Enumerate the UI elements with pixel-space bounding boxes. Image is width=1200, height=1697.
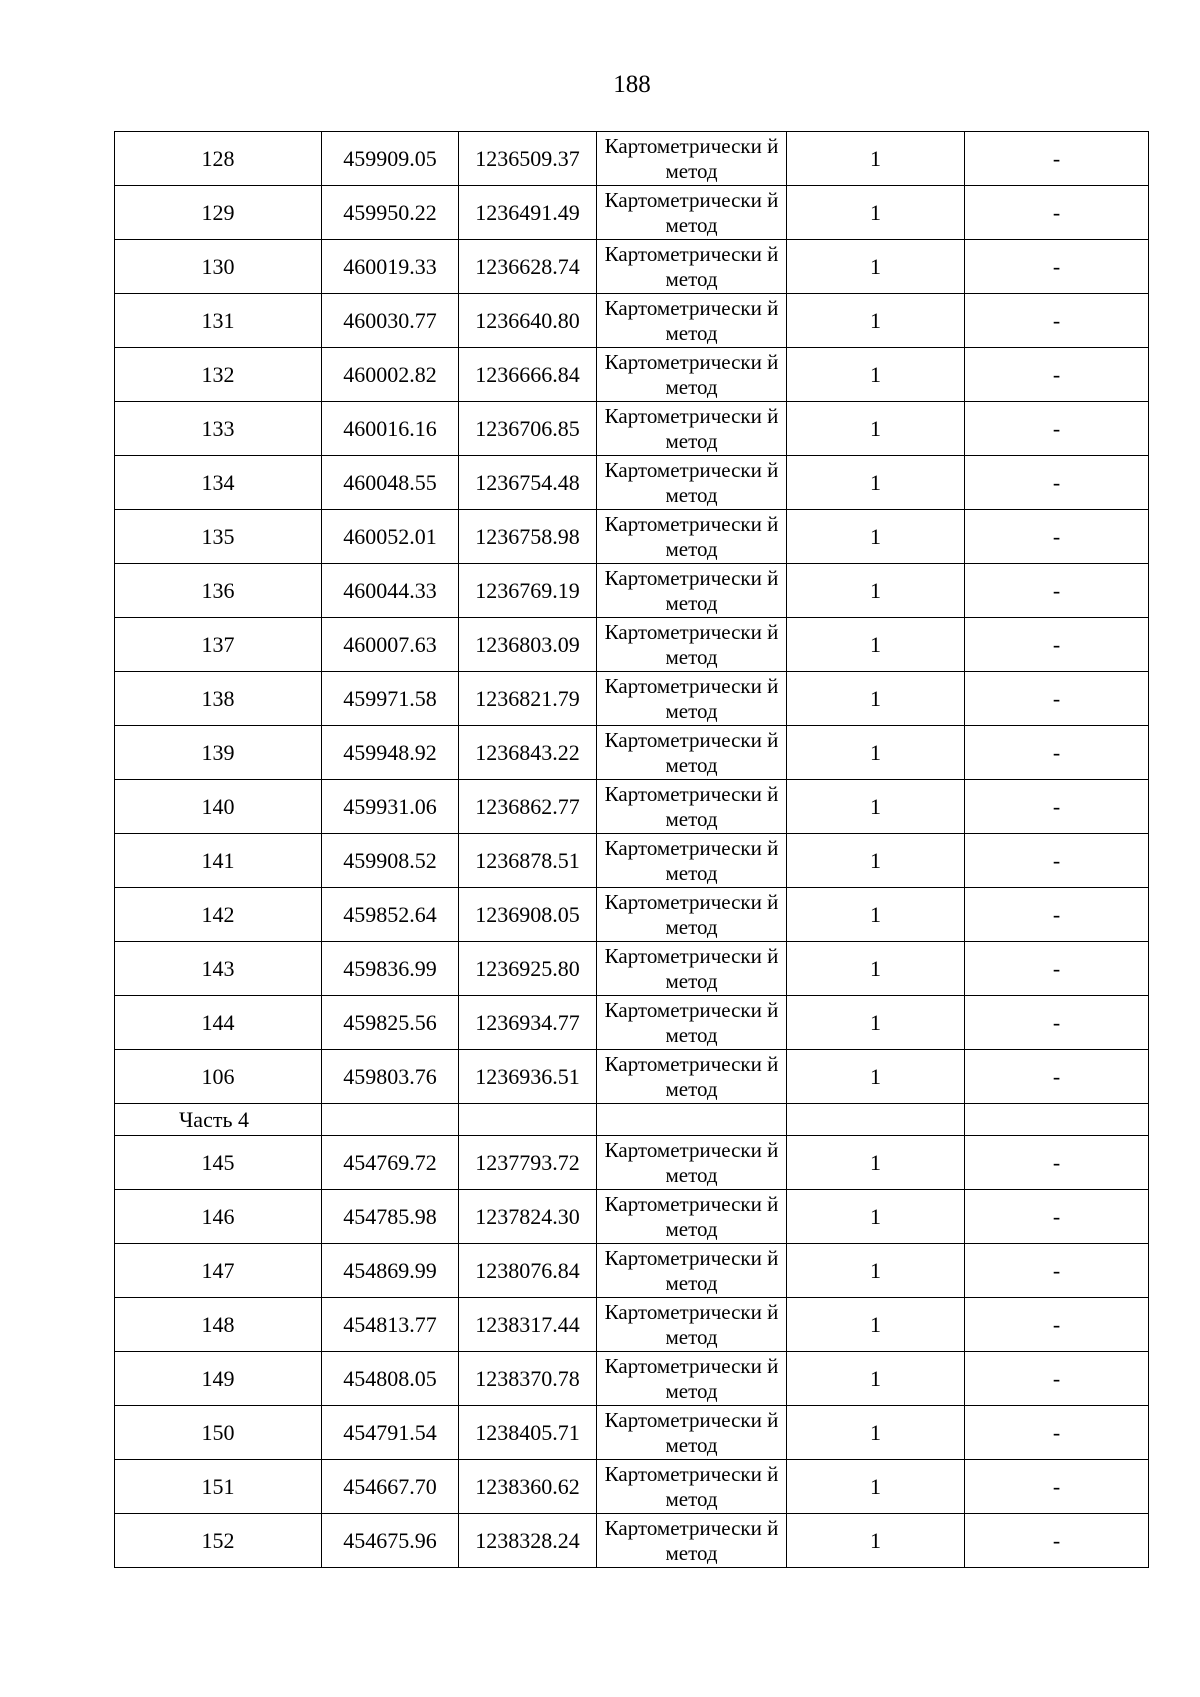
method-text: Картометрически й метод — [604, 511, 779, 561]
method-cell — [597, 1406, 787, 1460]
table-row — [115, 618, 1149, 672]
y-coordinate-cell: 1236934.77 — [459, 996, 597, 1050]
point-number-cell: 148 — [115, 1298, 322, 1352]
accuracy-cell: 1 — [787, 618, 965, 672]
note-cell: - — [965, 186, 1149, 240]
method-text: Картометрически й метод — [604, 781, 779, 831]
method-cell — [597, 834, 787, 888]
note-cell: - — [965, 132, 1149, 186]
method-cell — [597, 942, 787, 996]
method-cell — [597, 240, 787, 294]
method-text: Картометрически й метод — [604, 673, 779, 723]
table-row — [115, 1050, 1149, 1104]
x-coordinate-cell: 454675.96 — [322, 1514, 459, 1568]
method-cell — [597, 618, 787, 672]
point-number-cell: 134 — [115, 456, 322, 510]
method-text: Картометрически й метод — [604, 565, 779, 615]
method-text: Картометрически й метод — [604, 1191, 779, 1241]
y-coordinate-cell: 1236925.80 — [459, 942, 597, 996]
accuracy-cell: 1 — [787, 1406, 965, 1460]
empty-cell — [459, 1104, 597, 1136]
x-coordinate-cell: 459948.92 — [322, 726, 459, 780]
point-number-cell: 142 — [115, 888, 322, 942]
x-coordinate-cell: 460052.01 — [322, 510, 459, 564]
x-coordinate-cell: 459803.76 — [322, 1050, 459, 1104]
note-cell: - — [965, 564, 1149, 618]
method-cell — [597, 1136, 787, 1190]
method-text: Картометрически й метод — [604, 997, 779, 1047]
table-row — [115, 1136, 1149, 1190]
table-row — [115, 834, 1149, 888]
accuracy-cell: 1 — [787, 780, 965, 834]
point-number-cell: 133 — [115, 402, 322, 456]
note-cell: - — [965, 834, 1149, 888]
point-number-cell: 136 — [115, 564, 322, 618]
accuracy-cell: 1 — [787, 1190, 965, 1244]
x-coordinate-cell: 459971.58 — [322, 672, 459, 726]
method-text: Картометрически й метод — [604, 1051, 779, 1101]
method-text: Картометрически й метод — [604, 835, 779, 885]
point-number-cell: 146 — [115, 1190, 322, 1244]
x-coordinate-cell: 460007.63 — [322, 618, 459, 672]
method-text: Картометрически й метод — [604, 1299, 779, 1349]
note-cell: - — [965, 1190, 1149, 1244]
method-cell — [597, 564, 787, 618]
point-number-cell: 132 — [115, 348, 322, 402]
y-coordinate-cell: 1237824.30 — [459, 1190, 597, 1244]
x-coordinate-cell: 459950.22 — [322, 186, 459, 240]
point-number-cell: 106 — [115, 1050, 322, 1104]
accuracy-cell: 1 — [787, 672, 965, 726]
accuracy-cell: 1 — [787, 240, 965, 294]
point-number-cell: 128 — [115, 132, 322, 186]
point-number-cell: 130 — [115, 240, 322, 294]
note-cell: - — [965, 1136, 1149, 1190]
note-cell: - — [965, 1460, 1149, 1514]
accuracy-cell: 1 — [787, 834, 965, 888]
method-text: Картометрически й метод — [604, 1245, 779, 1295]
table-row — [115, 1460, 1149, 1514]
accuracy-cell: 1 — [787, 456, 965, 510]
y-coordinate-cell: 1236509.37 — [459, 132, 597, 186]
method-text: Картометрически й метод — [604, 349, 779, 399]
x-coordinate-cell: 460016.16 — [322, 402, 459, 456]
method-text: Картометрически й метод — [604, 457, 779, 507]
x-coordinate-cell: 454667.70 — [322, 1460, 459, 1514]
method-text: Картометрически й метод — [604, 241, 779, 291]
note-cell: - — [965, 942, 1149, 996]
point-number-cell: 150 — [115, 1406, 322, 1460]
accuracy-cell: 1 — [787, 726, 965, 780]
note-cell: - — [965, 726, 1149, 780]
table-row — [115, 780, 1149, 834]
table-row — [115, 456, 1149, 510]
accuracy-cell: 1 — [787, 402, 965, 456]
method-cell — [597, 456, 787, 510]
section-row — [115, 1104, 1149, 1136]
table-row — [115, 1352, 1149, 1406]
table-row — [115, 942, 1149, 996]
table-row — [115, 348, 1149, 402]
y-coordinate-cell: 1238076.84 — [459, 1244, 597, 1298]
accuracy-cell: 1 — [787, 1136, 965, 1190]
y-coordinate-cell: 1236666.84 — [459, 348, 597, 402]
note-cell: - — [965, 1050, 1149, 1104]
note-cell: - — [965, 780, 1149, 834]
note-cell: - — [965, 1514, 1149, 1568]
y-coordinate-cell: 1236862.77 — [459, 780, 597, 834]
note-cell: - — [965, 888, 1149, 942]
method-cell — [597, 348, 787, 402]
note-cell: - — [965, 996, 1149, 1050]
method-cell — [597, 1514, 787, 1568]
x-coordinate-cell: 459909.05 — [322, 132, 459, 186]
accuracy-cell: 1 — [787, 1460, 965, 1514]
empty-cell — [597, 1104, 787, 1136]
method-cell — [597, 1298, 787, 1352]
coordinates-table — [114, 131, 1149, 1568]
method-cell — [597, 1050, 787, 1104]
method-cell — [597, 186, 787, 240]
table-row — [115, 240, 1149, 294]
accuracy-cell: 1 — [787, 1514, 965, 1568]
y-coordinate-cell: 1237793.72 — [459, 1136, 597, 1190]
y-coordinate-cell: 1238405.71 — [459, 1406, 597, 1460]
method-text: Картометрически й метод — [604, 1353, 779, 1403]
x-coordinate-cell: 454785.98 — [322, 1190, 459, 1244]
point-number-cell: 149 — [115, 1352, 322, 1406]
method-text: Картометрически й метод — [604, 187, 779, 237]
coordinates-table-body — [115, 132, 1149, 1568]
x-coordinate-cell: 460030.77 — [322, 294, 459, 348]
table-row — [115, 564, 1149, 618]
method-cell — [597, 1352, 787, 1406]
point-number-cell: 135 — [115, 510, 322, 564]
table-row — [115, 1244, 1149, 1298]
method-cell — [597, 1460, 787, 1514]
method-text: Картометрически й метод — [604, 403, 779, 453]
accuracy-cell: 1 — [787, 942, 965, 996]
empty-cell — [965, 1104, 1149, 1136]
x-coordinate-cell: 454791.54 — [322, 1406, 459, 1460]
method-cell — [597, 1190, 787, 1244]
accuracy-cell: 1 — [787, 348, 965, 402]
table-row — [115, 888, 1149, 942]
method-text: Картометрически й метод — [604, 727, 779, 777]
x-coordinate-cell: 454813.77 — [322, 1298, 459, 1352]
method-cell — [597, 888, 787, 942]
x-coordinate-cell: 454769.72 — [322, 1136, 459, 1190]
empty-cell — [787, 1104, 965, 1136]
y-coordinate-cell: 1236803.09 — [459, 618, 597, 672]
y-coordinate-cell: 1236628.74 — [459, 240, 597, 294]
y-coordinate-cell: 1236758.98 — [459, 510, 597, 564]
table-row — [115, 294, 1149, 348]
y-coordinate-cell: 1236936.51 — [459, 1050, 597, 1104]
x-coordinate-cell: 460019.33 — [322, 240, 459, 294]
note-cell: - — [965, 1352, 1149, 1406]
method-cell — [597, 402, 787, 456]
point-number-cell: 144 — [115, 996, 322, 1050]
table-row — [115, 186, 1149, 240]
point-number-cell: 140 — [115, 780, 322, 834]
point-number-cell: 138 — [115, 672, 322, 726]
method-cell — [597, 510, 787, 564]
y-coordinate-cell: 1236640.80 — [459, 294, 597, 348]
page-number: 188 — [613, 71, 651, 98]
x-coordinate-cell: 454808.05 — [322, 1352, 459, 1406]
section-label: Часть 4 — [115, 1104, 322, 1136]
method-text: Картометрически й метод — [604, 1461, 779, 1511]
y-coordinate-cell: 1236878.51 — [459, 834, 597, 888]
method-cell — [597, 726, 787, 780]
x-coordinate-cell: 460044.33 — [322, 564, 459, 618]
table-row — [115, 1190, 1149, 1244]
accuracy-cell: 1 — [787, 1352, 965, 1406]
method-text: Картометрически й метод — [604, 943, 779, 993]
table-row — [115, 1406, 1149, 1460]
method-text: Картометрически й метод — [604, 295, 779, 345]
y-coordinate-cell: 1236908.05 — [459, 888, 597, 942]
point-number-cell: 139 — [115, 726, 322, 780]
method-cell — [597, 996, 787, 1050]
point-number-cell: 141 — [115, 834, 322, 888]
note-cell: - — [965, 402, 1149, 456]
point-number-cell: 137 — [115, 618, 322, 672]
empty-cell — [322, 1104, 459, 1136]
y-coordinate-cell: 1236706.85 — [459, 402, 597, 456]
table-row — [115, 132, 1149, 186]
y-coordinate-cell: 1238370.78 — [459, 1352, 597, 1406]
note-cell: - — [965, 510, 1149, 564]
method-cell — [597, 294, 787, 348]
method-cell — [597, 672, 787, 726]
table-row — [115, 1514, 1149, 1568]
accuracy-cell: 1 — [787, 1244, 965, 1298]
note-cell: - — [965, 348, 1149, 402]
y-coordinate-cell: 1236754.48 — [459, 456, 597, 510]
method-cell — [597, 132, 787, 186]
y-coordinate-cell: 1236821.79 — [459, 672, 597, 726]
point-number-cell: 143 — [115, 942, 322, 996]
table-row — [115, 402, 1149, 456]
note-cell: - — [965, 456, 1149, 510]
note-cell: - — [965, 1298, 1149, 1352]
table-row — [115, 996, 1149, 1050]
point-number-cell: 129 — [115, 186, 322, 240]
point-number-cell: 131 — [115, 294, 322, 348]
y-coordinate-cell: 1236843.22 — [459, 726, 597, 780]
note-cell: - — [965, 294, 1149, 348]
note-cell: - — [965, 240, 1149, 294]
x-coordinate-cell: 460048.55 — [322, 456, 459, 510]
table-row — [115, 672, 1149, 726]
point-number-cell: 147 — [115, 1244, 322, 1298]
y-coordinate-cell: 1238317.44 — [459, 1298, 597, 1352]
method-text: Картометрически й метод — [604, 889, 779, 939]
accuracy-cell: 1 — [787, 132, 965, 186]
x-coordinate-cell: 454869.99 — [322, 1244, 459, 1298]
x-coordinate-cell: 459852.64 — [322, 888, 459, 942]
y-coordinate-cell: 1238328.24 — [459, 1514, 597, 1568]
x-coordinate-cell: 459931.06 — [322, 780, 459, 834]
note-cell: - — [965, 672, 1149, 726]
method-text: Картометрически й метод — [604, 1515, 779, 1565]
accuracy-cell: 1 — [787, 510, 965, 564]
method-text: Картометрически й метод — [604, 619, 779, 669]
table-row — [115, 1298, 1149, 1352]
accuracy-cell: 1 — [787, 564, 965, 618]
point-number-cell: 152 — [115, 1514, 322, 1568]
note-cell: - — [965, 618, 1149, 672]
table-row — [115, 510, 1149, 564]
accuracy-cell: 1 — [787, 294, 965, 348]
method-text: Картометрически й метод — [604, 133, 779, 183]
accuracy-cell: 1 — [787, 186, 965, 240]
method-cell — [597, 780, 787, 834]
y-coordinate-cell: 1236769.19 — [459, 564, 597, 618]
accuracy-cell: 1 — [787, 996, 965, 1050]
x-coordinate-cell: 459908.52 — [322, 834, 459, 888]
x-coordinate-cell: 460002.82 — [322, 348, 459, 402]
y-coordinate-cell: 1236491.49 — [459, 186, 597, 240]
note-cell: - — [965, 1406, 1149, 1460]
method-text: Картометрически й метод — [604, 1407, 779, 1457]
accuracy-cell: 1 — [787, 1298, 965, 1352]
x-coordinate-cell: 459836.99 — [322, 942, 459, 996]
note-cell: - — [965, 1244, 1149, 1298]
y-coordinate-cell: 1238360.62 — [459, 1460, 597, 1514]
method-cell — [597, 1244, 787, 1298]
method-text: Картометрически й метод — [604, 1137, 779, 1187]
point-number-cell: 145 — [115, 1136, 322, 1190]
table-row — [115, 726, 1149, 780]
point-number-cell: 151 — [115, 1460, 322, 1514]
accuracy-cell: 1 — [787, 888, 965, 942]
x-coordinate-cell: 459825.56 — [322, 996, 459, 1050]
accuracy-cell: 1 — [787, 1050, 965, 1104]
